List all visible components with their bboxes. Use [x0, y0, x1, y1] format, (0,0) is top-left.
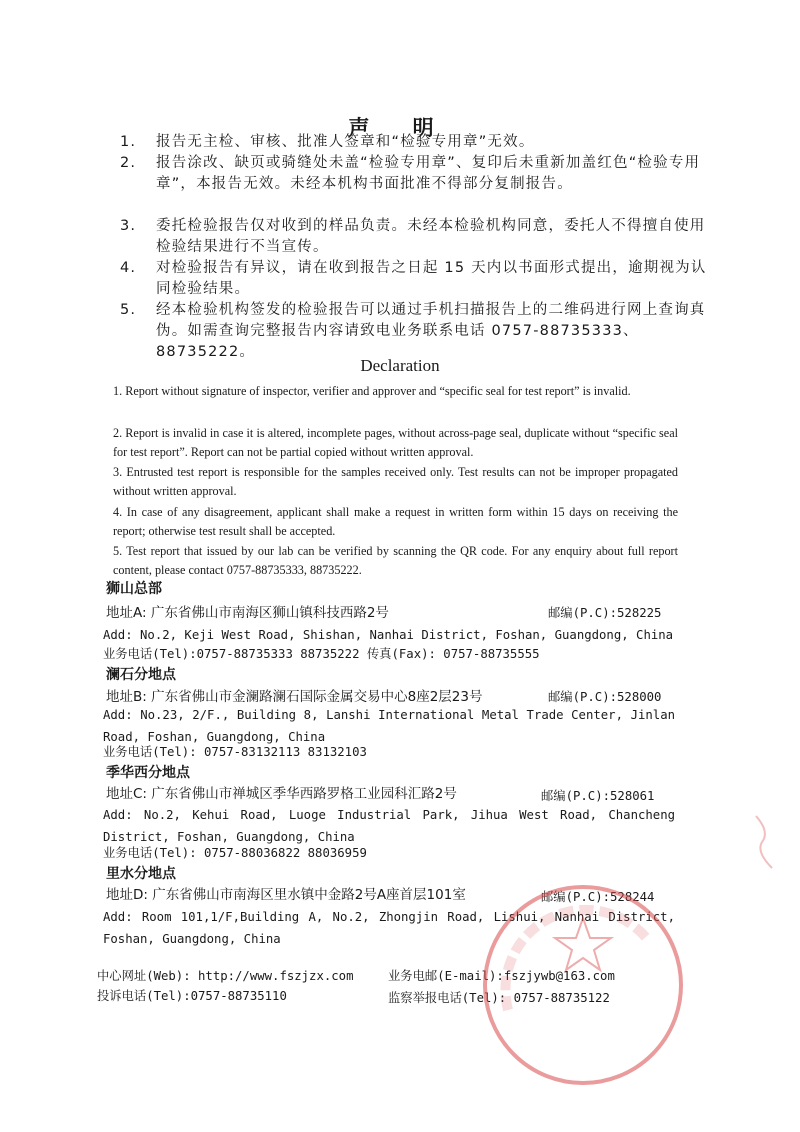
cn-item-2: 2. 报告涂改、缺页或骑缝处未盖“检验专用章”、复印后未重新加盖红色“检验专用章”，本报告无效。未经本机构书面批准不得部分复制报告。	[120, 155, 701, 192]
branch-a-address-en: Add: No.2, Keji West Road, Shishan, Nanhai District, Foshan, Guangdong, China	[103, 628, 674, 642]
branch-d-name: 里水分地点	[106, 866, 176, 882]
cn-item-5: 5. 经本检验机构签发的检验报告可以通过手机扫描报告上的二维码进行网上查询真伪。如需查询完整报告内容请致电业务联系电话 0757-88735333、88735222。	[120, 302, 706, 360]
en-item-2: 2. Report is invalid in case it is altered, incomplete pages, without across-page seal, duplicate without “specific seal for test report”. Report can not be partial copied without written approval.	[113, 426, 678, 459]
branch-d-address-en: Add: Room 101,1/F,Building A, No.2, Zhongjin Road, Lishui, Nanhai District, Foshan, Guangdong, China	[103, 910, 675, 946]
branch-d-postcode: 邮编(P.C):528244	[541, 890, 655, 904]
branch-a-name: 狮山总部	[106, 581, 162, 597]
branch-b-address-en: Add: No.23, 2/F., Building 8, Lanshi International Metal Trade Center, Jinlan Road, Foshan, Guangdong, China	[103, 708, 675, 744]
en-item-1: 1. Report without signature of inspector, verifier and approver and “specific seal for test report” is invalid.	[113, 384, 631, 398]
cn-item-1: 1. 报告无主检、审核、批准人签章和“检验专用章”无效。	[120, 134, 535, 150]
footer-complaint-tel: 投诉电话(Tel):0757-88735110	[97, 989, 287, 1003]
branch-c-tel: 业务电话(Tel): 0757-88036822 88036959	[103, 846, 367, 860]
edge-seal-fragment	[752, 812, 782, 872]
branch-a-tel: 业务电话(Tel):0757-88735333 88735222 传真(Fax): 0757-88735555	[103, 647, 540, 661]
branch-b-postcode: 邮编(P.C):528000	[548, 690, 662, 704]
branch-b-tel: 业务电话(Tel): 0757-83132113 83132103	[103, 745, 367, 759]
cn-item-3: 3. 委托检验报告仅对收到的样品负责。未经本检验机构同意，委托人不得擅自使用检验结果进行不当宣传。	[120, 218, 706, 255]
branch-a-postcode: 邮编(P.C):528225	[548, 606, 662, 620]
footer-supervision-tel: 监察举报电话(Tel): 0757-88735122	[388, 991, 610, 1005]
footer-web: 中心网址(Web): http://www.fszjzx.com	[97, 969, 354, 983]
en-item-4: 4. In case of any disagreement, applicant shall make a request in written form within 15 days on receiving the report; otherwise test result shall be accepted.	[113, 505, 678, 538]
en-declaration-title: Declaration	[360, 356, 440, 375]
branch-c-name: 季华西分地点	[106, 765, 190, 781]
branch-c-address-en: Add: No.2, Kehui Road, Luoge Industrial Park, Jihua West Road, Chancheng District, Foshan, Guangdong, China	[103, 808, 675, 844]
branch-b-address-cn: 地址B: 广东省佛山市金澜路澜石国际金属交易中心8座2层23号	[106, 689, 483, 705]
branch-a-address-cn: 地址A: 广东省佛山市南海区狮山镇科技西路2号	[106, 605, 389, 621]
cn-declaration-title: 声 明	[348, 116, 452, 140]
cn-item-4: 4. 对检验报告有异议，请在收到报告之日起 15 天内以书面形式提出，逾期视为认同检验结果。	[120, 260, 707, 297]
branch-c-postcode: 邮编(P.C):528061	[541, 789, 655, 803]
en-item-5: 5. Test report that issued by our lab can be verified by scanning the QR code. For any enquiry about full report content, please contact 0757-88735333, 88735222.	[113, 544, 678, 577]
footer-email: 业务电邮(E-mail):fszjywb@163.com	[388, 969, 615, 983]
branch-c-address-cn: 地址C: 广东省佛山市禅城区季华西路罗格工业园科汇路2号	[106, 786, 457, 802]
branch-b-name: 澜石分地点	[106, 667, 176, 683]
en-item-3: 3. Entrusted test report is responsible for the samples received only. Test results can not be improper propagated without written approval.	[113, 465, 678, 498]
branch-d-address-cn: 地址D: 广东省佛山市南海区里水镇中金路2号A座首层101室	[106, 887, 466, 903]
